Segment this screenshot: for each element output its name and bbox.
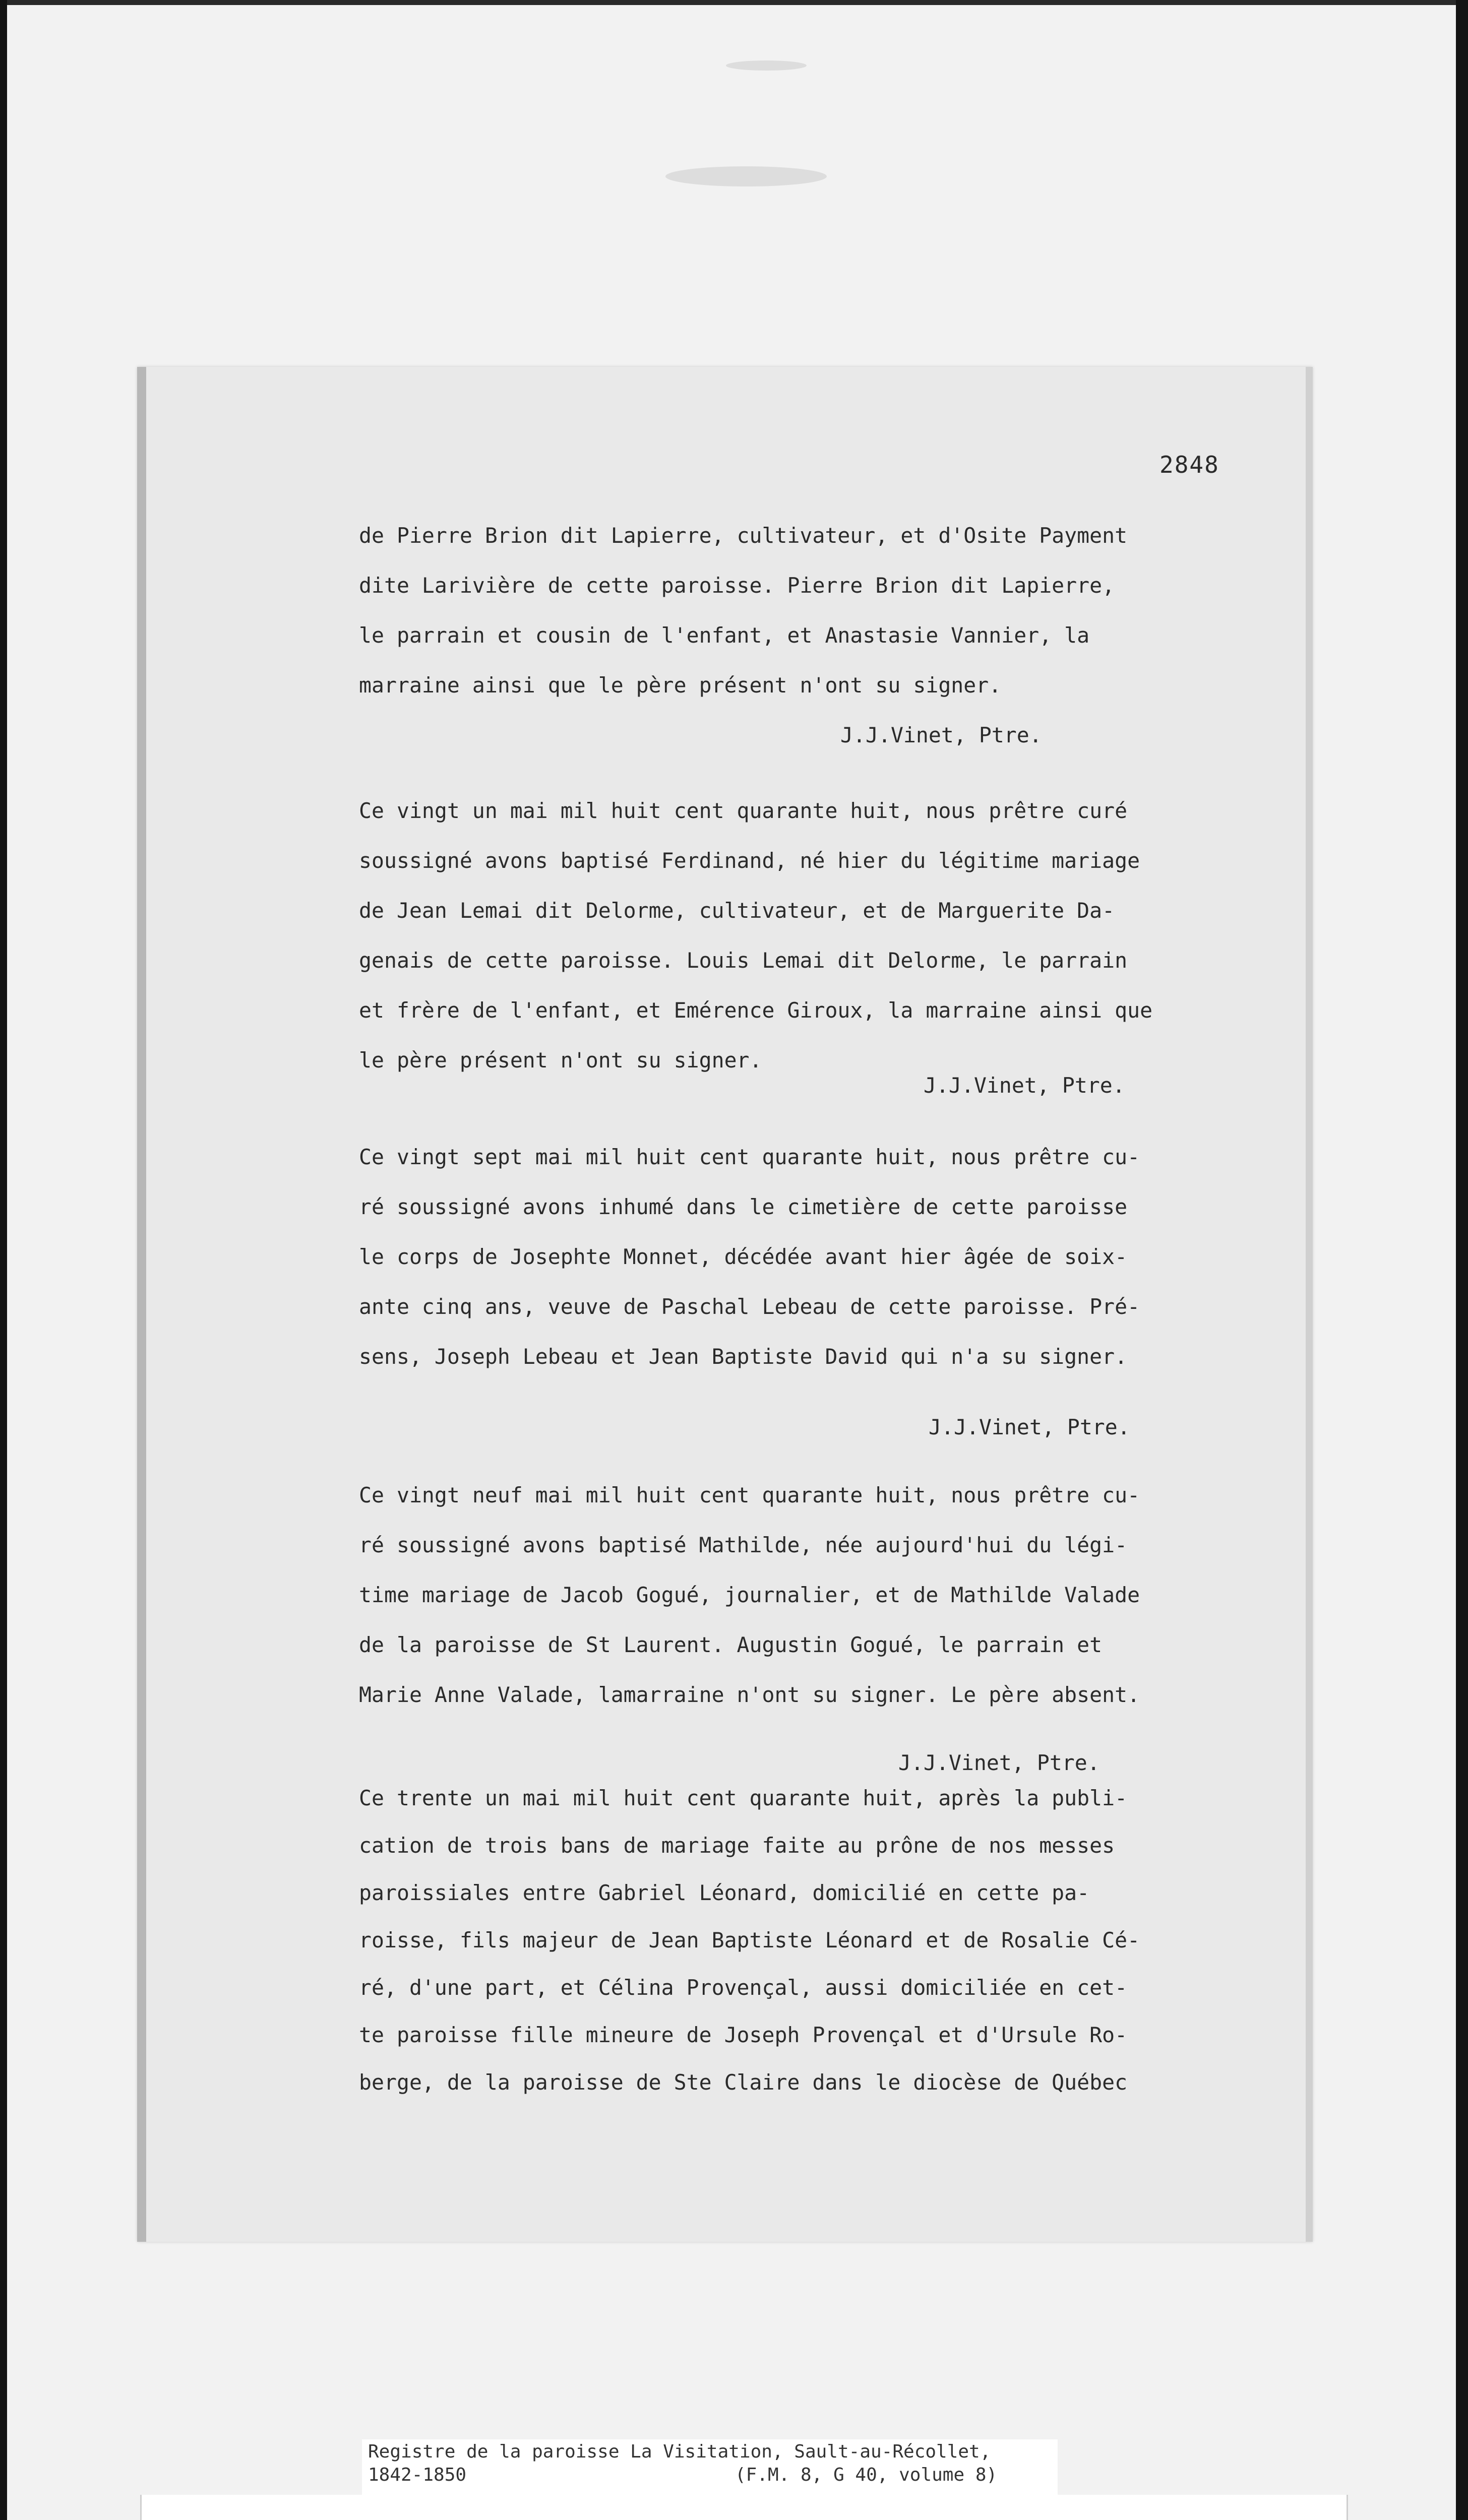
text-line: le corps de Josephte Monnet, décédée avant hier âgée de soix-	[359, 1244, 1128, 1269]
label-reference: (F.M. 8, G 40, volume 8)	[735, 2465, 998, 2485]
text-line: Ce trente un mai mil huit cent quarante huit, après la publi-	[359, 1786, 1128, 1810]
text-line: Marie Anne Valade, lamarraine n'ont su signer. Le père absent.	[359, 1682, 1140, 1707]
film-edge-right	[1456, 0, 1468, 2520]
signature: J.J.Vinet, Ptre.	[840, 723, 1042, 747]
text-line: soussigné avons baptisé Ferdinand, né hier du légitime mariage	[359, 848, 1140, 873]
text-line: Ce vingt sept mai mil huit cent quarante huit, nous prêtre cu-	[359, 1145, 1140, 1169]
text-line: de Jean Lemai dit Delorme, cultivateur, et de Marguerite Da-	[359, 898, 1115, 923]
text-line: berge, de la paroisse de Ste Claire dans le diocèse de Québec	[359, 2070, 1128, 2095]
text-line: Ce vingt neuf mai mil huit cent quarante huit, nous prêtre cu-	[359, 1483, 1140, 1507]
register-label	[362, 2439, 1058, 2495]
text-line: ante cinq ans, veuve de Paschal Lebeau de cette paroisse. Pré-	[359, 1294, 1140, 1319]
text-line: de la paroisse de St Laurent. Augustin Gogué, le parrain et	[359, 1632, 1103, 1657]
archives-stamp	[140, 2495, 1348, 2520]
text-line: Ce vingt un mai mil huit cent quarante huit, nous prêtre curé	[359, 798, 1128, 823]
text-line: de Pierre Brion dit Lapierre, cultivateur, et d'Osite Payment	[359, 523, 1128, 548]
text-line: genais de cette paroisse. Louis Lemai dit Delorme, le parrain	[359, 948, 1128, 973]
text-line: et frère de l'enfant, et Emérence Giroux, la marraine ainsi que	[359, 998, 1153, 1023]
text-line: dite Larivière de cette paroisse. Pierre Brion dit Lapierre,	[359, 573, 1115, 598]
text-line: cation de trois bans de mariage faite au prône de nos messes	[359, 1833, 1115, 1858]
signature: J.J.Vinet, Ptre.	[929, 1415, 1130, 1439]
text-line: ré soussigné avons baptisé Mathilde, née aujourd'hui du légi-	[359, 1533, 1128, 1557]
register-text	[359, 519, 1276, 2113]
film-edge-top	[0, 0, 1468, 5]
signature: J.J.Vinet, Ptre.	[898, 1750, 1100, 1775]
label-years: 1842-1850	[368, 2465, 467, 2485]
text-line: te paroisse fille mineure de Joseph Provençal et d'Ursule Ro-	[359, 2023, 1128, 2047]
smudge-mark	[726, 60, 807, 71]
signature: J.J.Vinet, Ptre.	[924, 1073, 1125, 1098]
page-number: 2848	[1159, 451, 1219, 478]
text-line: marraine ainsi que le père présent n'ont su signer.	[359, 673, 1002, 698]
text-line: ré, d'une part, et Célina Provençal, aussi domiciliée en cet-	[359, 1975, 1128, 2000]
text-line: le parrain et cousin de l'enfant, et Anastasie Vannier, la	[359, 623, 1090, 648]
text-line: roisse, fils majeur de Jean Baptiste Léonard et de Rosalie Cé-	[359, 1928, 1140, 1952]
text-line: time mariage de Jacob Gogué, journalier, et de Mathilde Valade	[359, 1583, 1140, 1607]
film-edge-left	[0, 0, 7, 2520]
label-title: Registre de la paroisse La Visitation, Sault-au-Récollet,	[368, 2441, 991, 2462]
text-line: ré soussigné avons inhumé dans le cimetière de cette paroisse	[359, 1194, 1128, 1219]
text-line: le père présent n'ont su signer.	[359, 1048, 762, 1073]
smudge-mark	[665, 166, 827, 186]
text-line: sens, Joseph Lebeau et Jean Baptiste David qui n'a su signer.	[359, 1344, 1128, 1369]
text-line: paroissiales entre Gabriel Léonard, domicilié en cette pa-	[359, 1880, 1090, 1905]
